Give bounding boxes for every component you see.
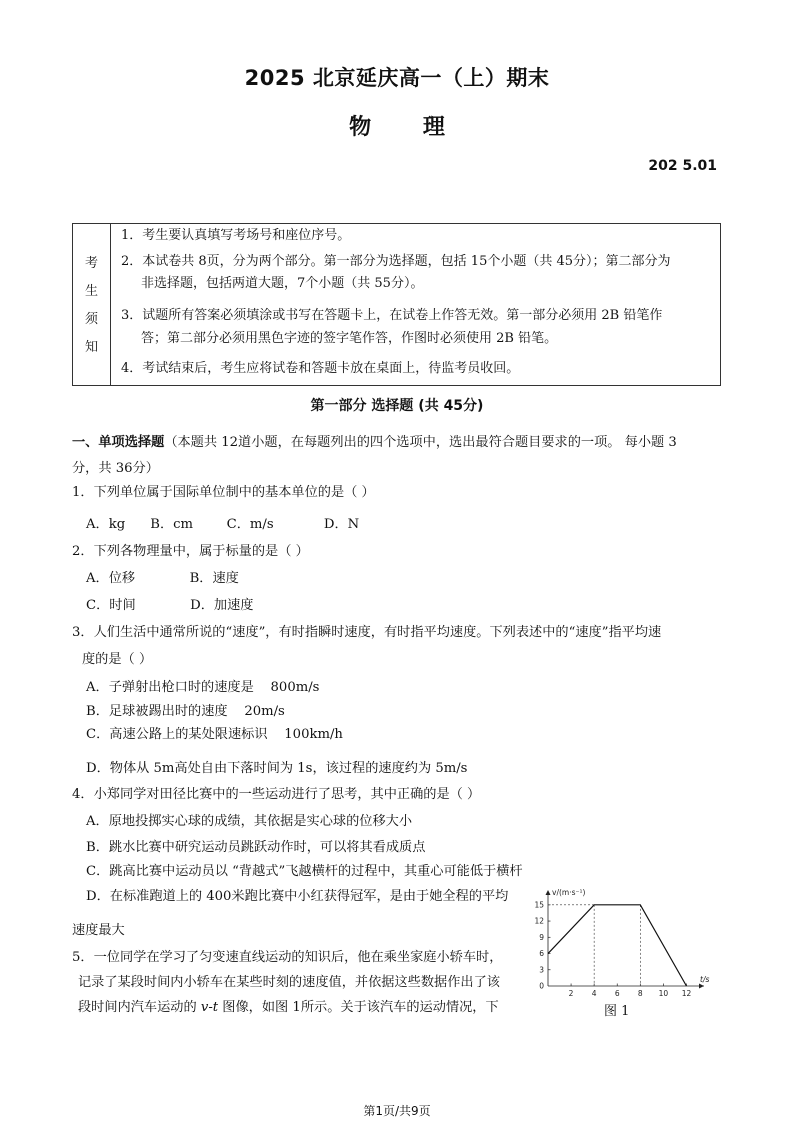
question-2-options-row1: A．位移 B．速度 <box>86 571 239 586</box>
x-axis-arrow <box>699 984 704 989</box>
question-5-line-1: 5．一位同学在学习了匀变速直线运动的知识后，他在乘坐家庭小轿车时， <box>72 950 503 965</box>
exam-date: 202 5.01 <box>648 158 717 174</box>
question-3-option-a: A．子弹射出枪口时的速度是 800m/s <box>86 680 320 695</box>
notice-item: 4．考试结束后，考生应将试卷和答题卡放在桌面上，待监考员收回。 <box>121 361 520 376</box>
question-2-stem: 2．下列各物理量中，属于标量的是（ ） <box>72 544 309 559</box>
section-one-label: 一、单项选择题 <box>72 435 165 450</box>
y-tick-label: 6 <box>539 949 544 959</box>
question-4-option-b: B．跳水比赛中研究运动员跳跃动作时，可以将其看成质点 <box>86 840 426 855</box>
notice-label-char: 考 <box>84 256 98 271</box>
part-one-heading: 第一部分 选择题 (共 45分) <box>310 398 484 414</box>
y-tick-label: 3 <box>539 965 544 975</box>
vt-symbol: v-t <box>200 1000 219 1015</box>
question-5-line-3-b: 图像，如图 1所示。关于该汽车的运动情况，下 <box>218 1000 499 1015</box>
notice-label-char: 生 <box>84 284 98 299</box>
x-tick-label: 4 <box>591 989 597 998</box>
x-tick-label: 8 <box>637 989 643 998</box>
notice-item: 非选择题，包括两道大题，7个小题（共 55分）。 <box>141 276 424 291</box>
y-tick-label: 0 <box>539 981 544 991</box>
question-4-option-c: C．跳高比赛中运动员以 “背越式”飞越横杆的过程中，其重心可能低于横杆 <box>86 864 523 879</box>
question-3-option-b: B．足球被踢出时的速度 20m/s <box>86 704 285 719</box>
notice-item: 2．本试卷共 8页，分为两个部分。第一部分为选择题，包括 15个小题（共 45分）；第二部分为 <box>121 254 671 269</box>
question-4-option-a: A．原地投掷实心球的成绩，其依据是实心球的位移大小 <box>86 814 413 829</box>
question-3-option-c: C．高速公路上的某处限速标识 100km/h <box>86 727 343 742</box>
section-one-intro-cont: 分，共 36分） <box>72 461 159 476</box>
notice-label-char: 知 <box>84 340 98 355</box>
question-4-stem: 4．小郑同学对田径比赛中的一些运动进行了思考，其中正确的是（ ） <box>72 787 481 802</box>
y-tick-label: 9 <box>539 932 544 942</box>
x-axis-label: t/s <box>700 975 710 984</box>
section-one-intro <box>72 431 677 450</box>
y-tick-label: 15 <box>534 900 544 910</box>
question-5-line-3 <box>78 996 499 1015</box>
x-tick-label: 2 <box>568 989 574 998</box>
notice-item: 3．试题所有答案必须填涂或书写在答题卡上，在试卷上作答无效。第一部分必须用 2B 铅笔作 <box>121 308 663 323</box>
question-4-option-d: D．在标准跑道上的 400米跑比赛中小红获得冠军，是由于她全程的平均 <box>86 889 509 904</box>
vt-chart-svg <box>528 888 718 1004</box>
question-2-options-row2: C．时间 D．加速度 <box>86 598 254 613</box>
vt-series-line <box>548 905 686 986</box>
x-tick-label: 12 <box>681 989 692 998</box>
question-1-options: A．kg B．cm C．m/s D．N <box>86 517 360 532</box>
notice-label <box>73 224 111 385</box>
notice-box <box>72 223 721 386</box>
question-1-stem: 1．下列单位属于国际单位制中的基本单位的是（ ） <box>72 485 375 500</box>
x-tick-label: 10 <box>658 989 669 998</box>
question-4-option-d-cont: 速度最大 <box>72 923 125 938</box>
y-axis-arrow <box>546 890 551 895</box>
vt-chart <box>528 888 718 1008</box>
y-tick-label: 12 <box>534 916 544 926</box>
notice-item: 答；第二部分必须用黑色字迹的签字笔作答，作图时必须使用 2B 铅笔。 <box>141 331 558 346</box>
x-tick-label: 6 <box>614 989 620 998</box>
exam-subject: 物 理 <box>349 115 445 140</box>
section-one-intro-text: （本题共 12道小题，在每题列出的四个选项中，选出最符合题目要求的一项。 每小题 3 <box>164 435 677 450</box>
notice-item: 1．考生要认真填写考场号和座位序号。 <box>121 228 351 243</box>
question-3-option-d: D．物体从 5m高处自由下落时间为 1s，该过程的速度约为 5m/s <box>86 761 468 776</box>
y-axis-label: v/(m·s⁻¹) <box>552 888 586 897</box>
notice-label-char: 须 <box>84 312 98 327</box>
question-5-line-3-a: 段时间内汽车运动的 <box>78 1000 201 1015</box>
figure-1-label: 图 1 <box>604 1004 630 1019</box>
question-3-stem-cont: 度的是（ ） <box>82 652 153 667</box>
exam-title: 2025 北京延庆高一（上）期末 <box>244 66 550 90</box>
question-5-line-2: 记录了某段时间内小轿车在某些时刻的速度值，并依据这些数据作出了该 <box>78 975 500 990</box>
question-3-stem: 3．人们生活中通常所说的“速度”，有时指瞬时速度，有时指平均速度。下列表述中的“速度”指平均速 <box>72 625 662 640</box>
page-footer: 第1页/共9页 <box>363 1104 431 1118</box>
